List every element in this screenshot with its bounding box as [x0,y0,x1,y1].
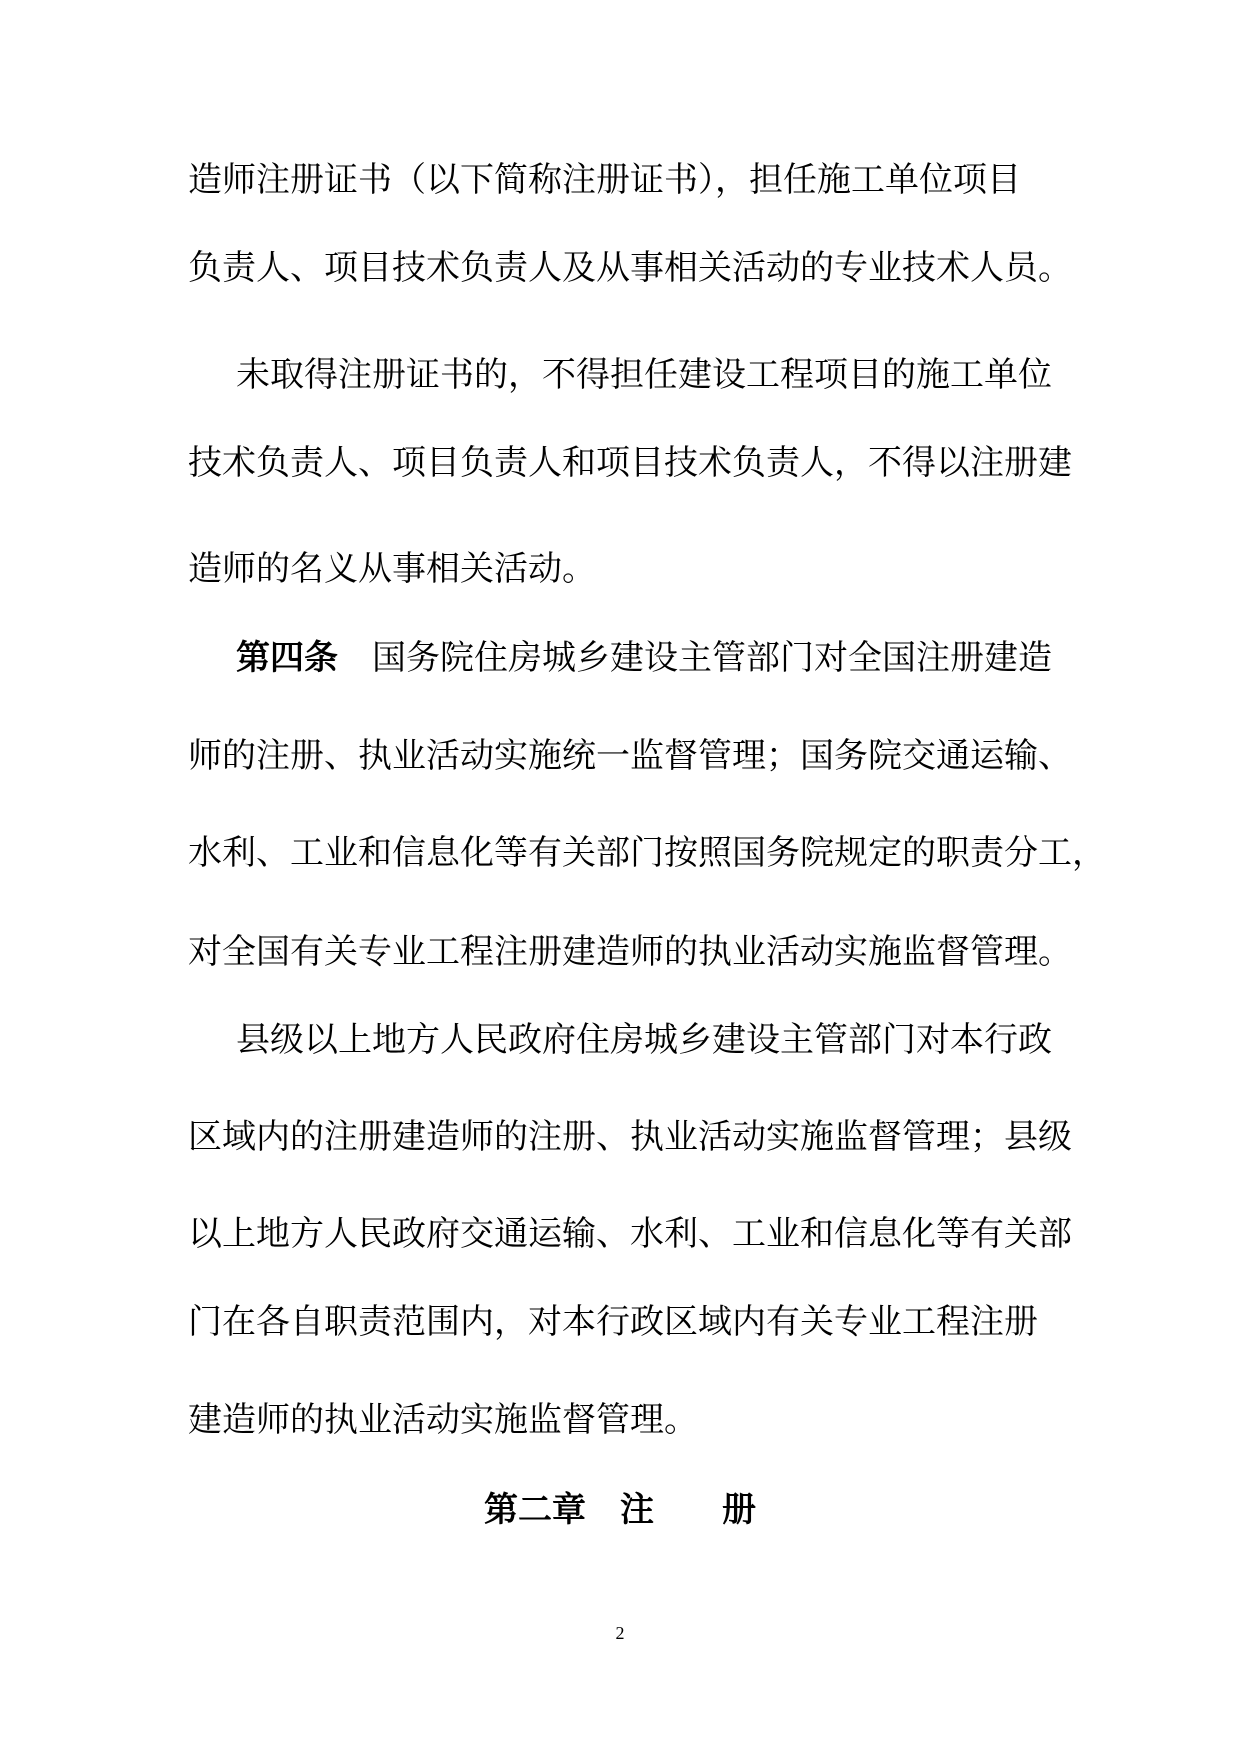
body-line: 建造师的执业活动实施监督管理。 [188,1400,698,1440]
body-line: 对全国有关专业工程注册建造师的执业活动实施监督管理。 [188,932,1072,972]
article-label: 第四条 [236,638,338,678]
body-line: 县级以上地方人民政府住房城乡建设主管部门对本行政 [236,1020,1052,1060]
page-number: 2 [615,1623,625,1643]
chapter-title-char: 注 [620,1490,654,1530]
body-line: 负责人、项目技术负责人及从事相关活动的专业技术人员。 [188,248,1072,288]
body-line: 造师注册证书（以下简称注册证书），担任施工单位项目 [188,160,1021,200]
chapter-heading [0,1490,1240,1530]
body-line: 技术负责人、项目负责人和项目技术负责人，不得以注册建 [188,443,1072,483]
body-line: 师的注册、执业活动实施统一监督管理；国务院交通运输、 [188,736,1072,776]
chapter-label: 第二章 [484,1490,586,1530]
body-line: 未取得注册证书的，不得担任建设工程项目的施工单位 [236,355,1052,395]
article-text: 国务院住房城乡建设主管部门对全国注册建造 [372,638,1052,678]
body-line: 水利、工业和信息化等有关部门按照国务院规定的职责分工， [188,833,1106,873]
body-line: 门在各自职责范围内，对本行政区域内有关专业工程注册 [188,1302,1038,1342]
body-line: 区域内的注册建造师的注册、执业活动实施监督管理；县级 [188,1117,1072,1157]
article-line [236,638,1052,678]
body-line: 以上地方人民政府交通运输、水利、工业和信息化等有关部 [188,1214,1072,1254]
body-line: 造师的名义从事相关活动。 [188,549,596,589]
chapter-title-char: 册 [722,1490,756,1530]
